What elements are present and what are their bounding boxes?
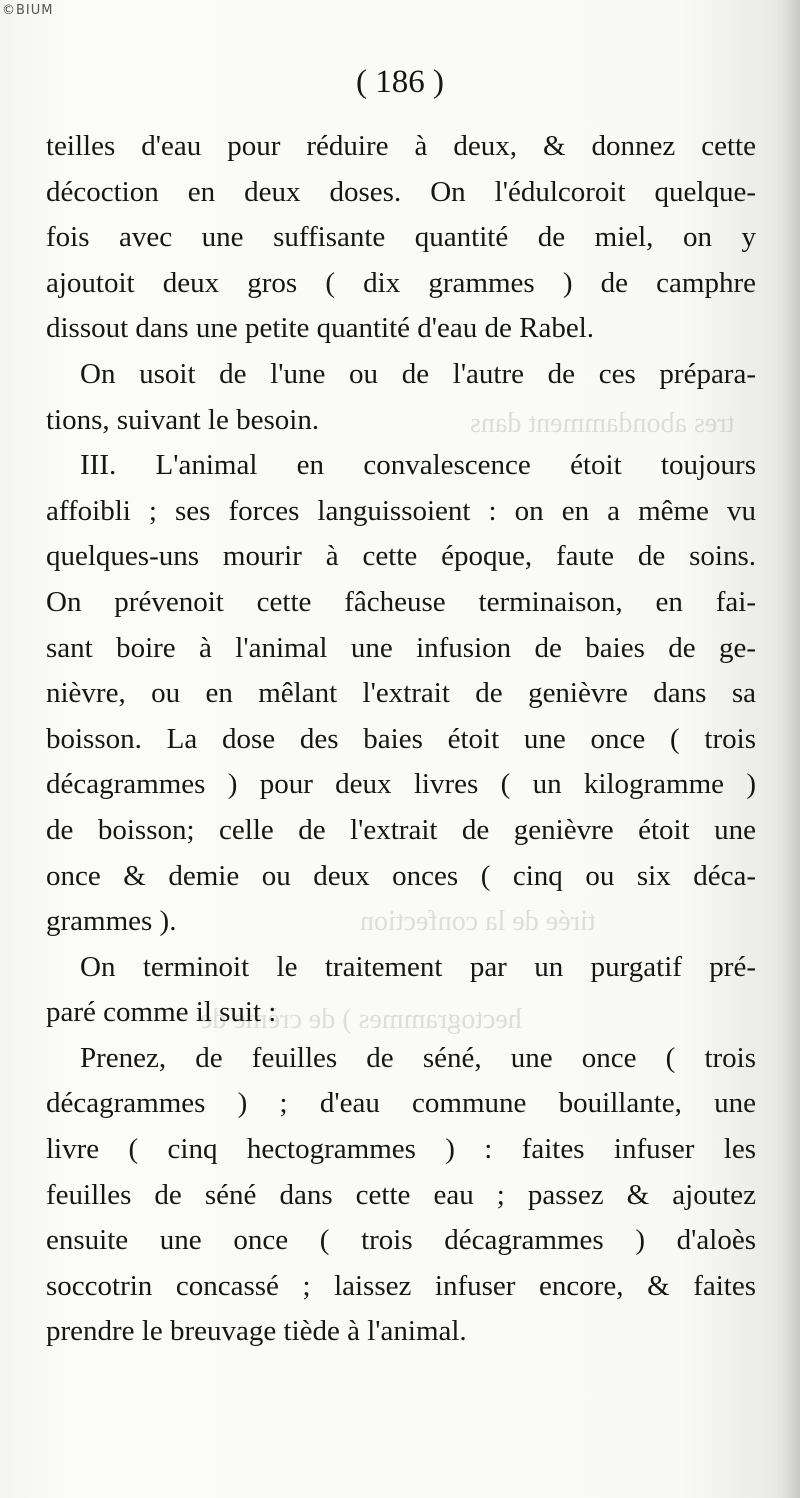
text-line: quelques-uns mourir à cette époque, faute de soins.	[46, 540, 756, 573]
text-line: dissout dans une petite quantité d'eau de Rabel.	[46, 312, 595, 345]
text-line: teilles d'eau pour réduire à deux, & donnez cette	[46, 130, 756, 162]
show-through-text: tres abondamment dans	[470, 408, 735, 439]
body-text	[46, 124, 756, 1355]
text-line: On usoit de l'une ou de l'autre de ces prépara-	[80, 357, 756, 390]
text-line: fois avec une suffisante quantité de miel, on y	[46, 221, 756, 254]
text-line: On terminoit le traitement par un purgatif pré-	[80, 950, 756, 983]
text-line: ajoutoit deux gros ( dix grammes ) de camphre	[46, 266, 756, 299]
text-line: grammes ).	[46, 905, 177, 938]
text-line: tions, suivant le besoin.	[46, 403, 320, 436]
text-line: affoibli ; ses forces languissoient : on en a même vu	[46, 494, 756, 527]
library-watermark: ©BIUM	[2, 3, 54, 18]
text-line: ensuite une once ( trois décagrammes ) d'aloès	[46, 1224, 756, 1257]
text-line: décagrammes ) pour deux livres ( un kilogramme )	[46, 768, 756, 801]
show-through-text: hectogrammes ) de crème de	[200, 1004, 522, 1035]
text-line: prendre le breuvage tiède à l'animal.	[46, 1315, 467, 1348]
text-line: nièvre, ou en mêlant l'extrait de genièvre dans sa	[46, 677, 756, 710]
text-line: once & demie ou deux onces ( cinq ou six déca-	[46, 859, 756, 892]
text-line: On prévenoit cette fâcheuse terminaison, en fai-	[46, 585, 756, 618]
text-line: Prenez, de feuilles de séné, une once ( trois	[80, 1041, 756, 1074]
show-through-text: tirée de la confection	[360, 906, 596, 937]
text-line: de boisson; celle de l'extrait de genièvre étoit une	[46, 813, 756, 846]
text-line: boisson. La dose des baies étoit une once ( trois	[46, 722, 756, 755]
text-line: paré comme il suit :	[46, 996, 277, 1029]
page-number: ( 186 )	[356, 64, 444, 100]
text-line: soccotrin concassé ; laissez infuser encore, & faites	[46, 1269, 756, 1302]
text-line: décoction en deux doses. On l'édulcoroit quelque-	[46, 175, 756, 208]
text-line: sant boire à l'animal une infusion de baies de ge-	[46, 631, 756, 664]
text-line: III. L'animal en convalescence étoit toujours	[80, 449, 756, 482]
text-line: décagrammes ) ; d'eau commune bouillante, une	[46, 1087, 756, 1120]
page-edge-shadow	[782, 0, 800, 1498]
text-line: feuilles de séné dans cette eau ; passez & ajoutez	[46, 1178, 756, 1211]
text-line: livre ( cinq hectogrammes ) : faites infuser les	[46, 1133, 756, 1166]
